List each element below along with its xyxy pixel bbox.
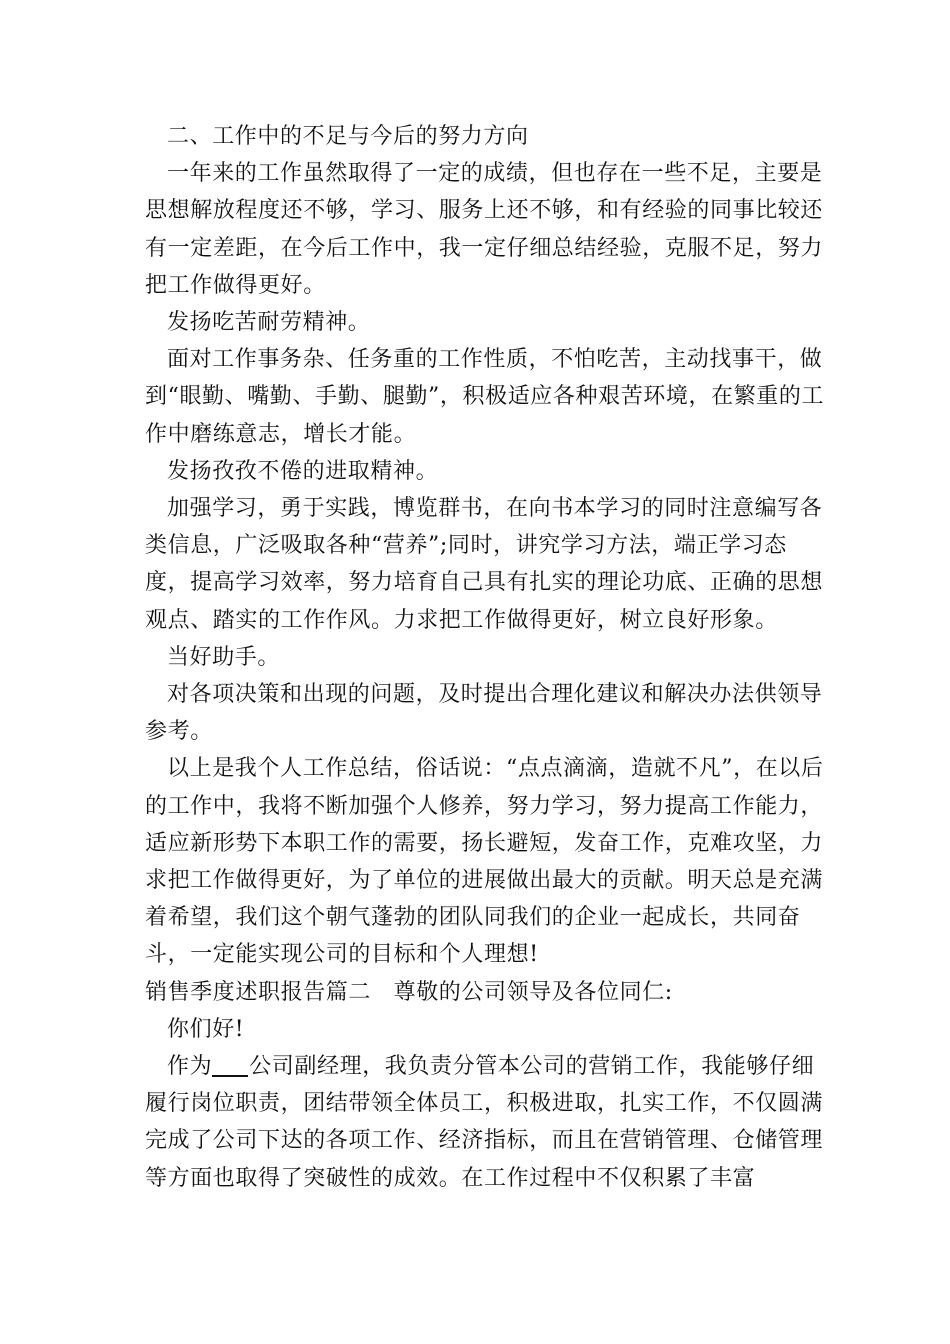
paragraph	[145, 1048, 825, 1197]
paragraph: 加强学习，勇于实践，博览群书，在向书本学习的同时注意编写各类信息，广泛吸取各种“营养”;同时，讲究学习方法，端正学习态度，提高学习效率，努力培育自己具有扎实的理论功底、正确的思想观点、踏实的工作作风。力求把工作做得更好，树立良好形象。	[145, 496, 824, 633]
greeting: 你们好!	[167, 1016, 245, 1042]
paragraph: 面对工作事务杂、任务重的工作性质，不怕吃苦，主动找事干，做到“眼勤、嘴勤、手勤、腿勤”，积极适应各种艰苦环境，在繁重的工作中磨练意志，增长才能。	[145, 347, 825, 447]
subheading: 发扬孜孜不倦的进取精神。	[167, 458, 439, 484]
paragraph-prefix: 作为	[167, 1054, 213, 1080]
paragraph: 一年来的工作虽然取得了一定的成绩，但也存在一些不足，主要是思想解放程度还不够，学习、服务上还不够，和有经验的同事比较还有一定差距，在今后工作中，我一定仔细总结经验，克服不足，努力把工作做得更好。	[145, 161, 824, 298]
paragraph: 对各项决策和出现的问题，及时提出合理化建议和解决办法供领导参考。	[145, 682, 823, 745]
document-body	[145, 118, 825, 1197]
subheading: 发扬吃苦耐劳精神。	[167, 310, 371, 336]
subheading: 当好助手。	[167, 644, 281, 670]
paragraph-text: 公司副经理，我负责分管本公司的营销工作，我能够仔细履行岗位职责，团结带领全体员工，积极进取，扎实工作，不仅圆满完成了公司下达的各项工作、经济指标，而且在营销管理、仓储管理等方面也取得了突破性的成效。在工作过程中不仅积累了丰富	[145, 1054, 824, 1191]
report-title-line: 销售季度述职报告篇二 尊敬的公司领导及各位同仁:	[145, 979, 673, 1005]
fill-in-blank	[212, 1053, 248, 1077]
paragraph: 以上是我个人工作总结，俗话说：“点点滴滴，造就不凡”，在以后的工作中，我将不断加强个人修养，努力学习，努力提高工作能力，适应新形势下本职工作的需要，扬长避短，发奋工作，克难攻坚，力求把工作做得更好，为了单位的进展做出最大的贡献。明天总是充满着希望，我们这个朝气蓬勃的团队同我们的企业一起成长，共同奋斗，一定能实现公司的目标和个人理想!	[145, 756, 824, 968]
section-heading: 二、工作中的不足与今后的努力方向	[167, 124, 529, 149]
